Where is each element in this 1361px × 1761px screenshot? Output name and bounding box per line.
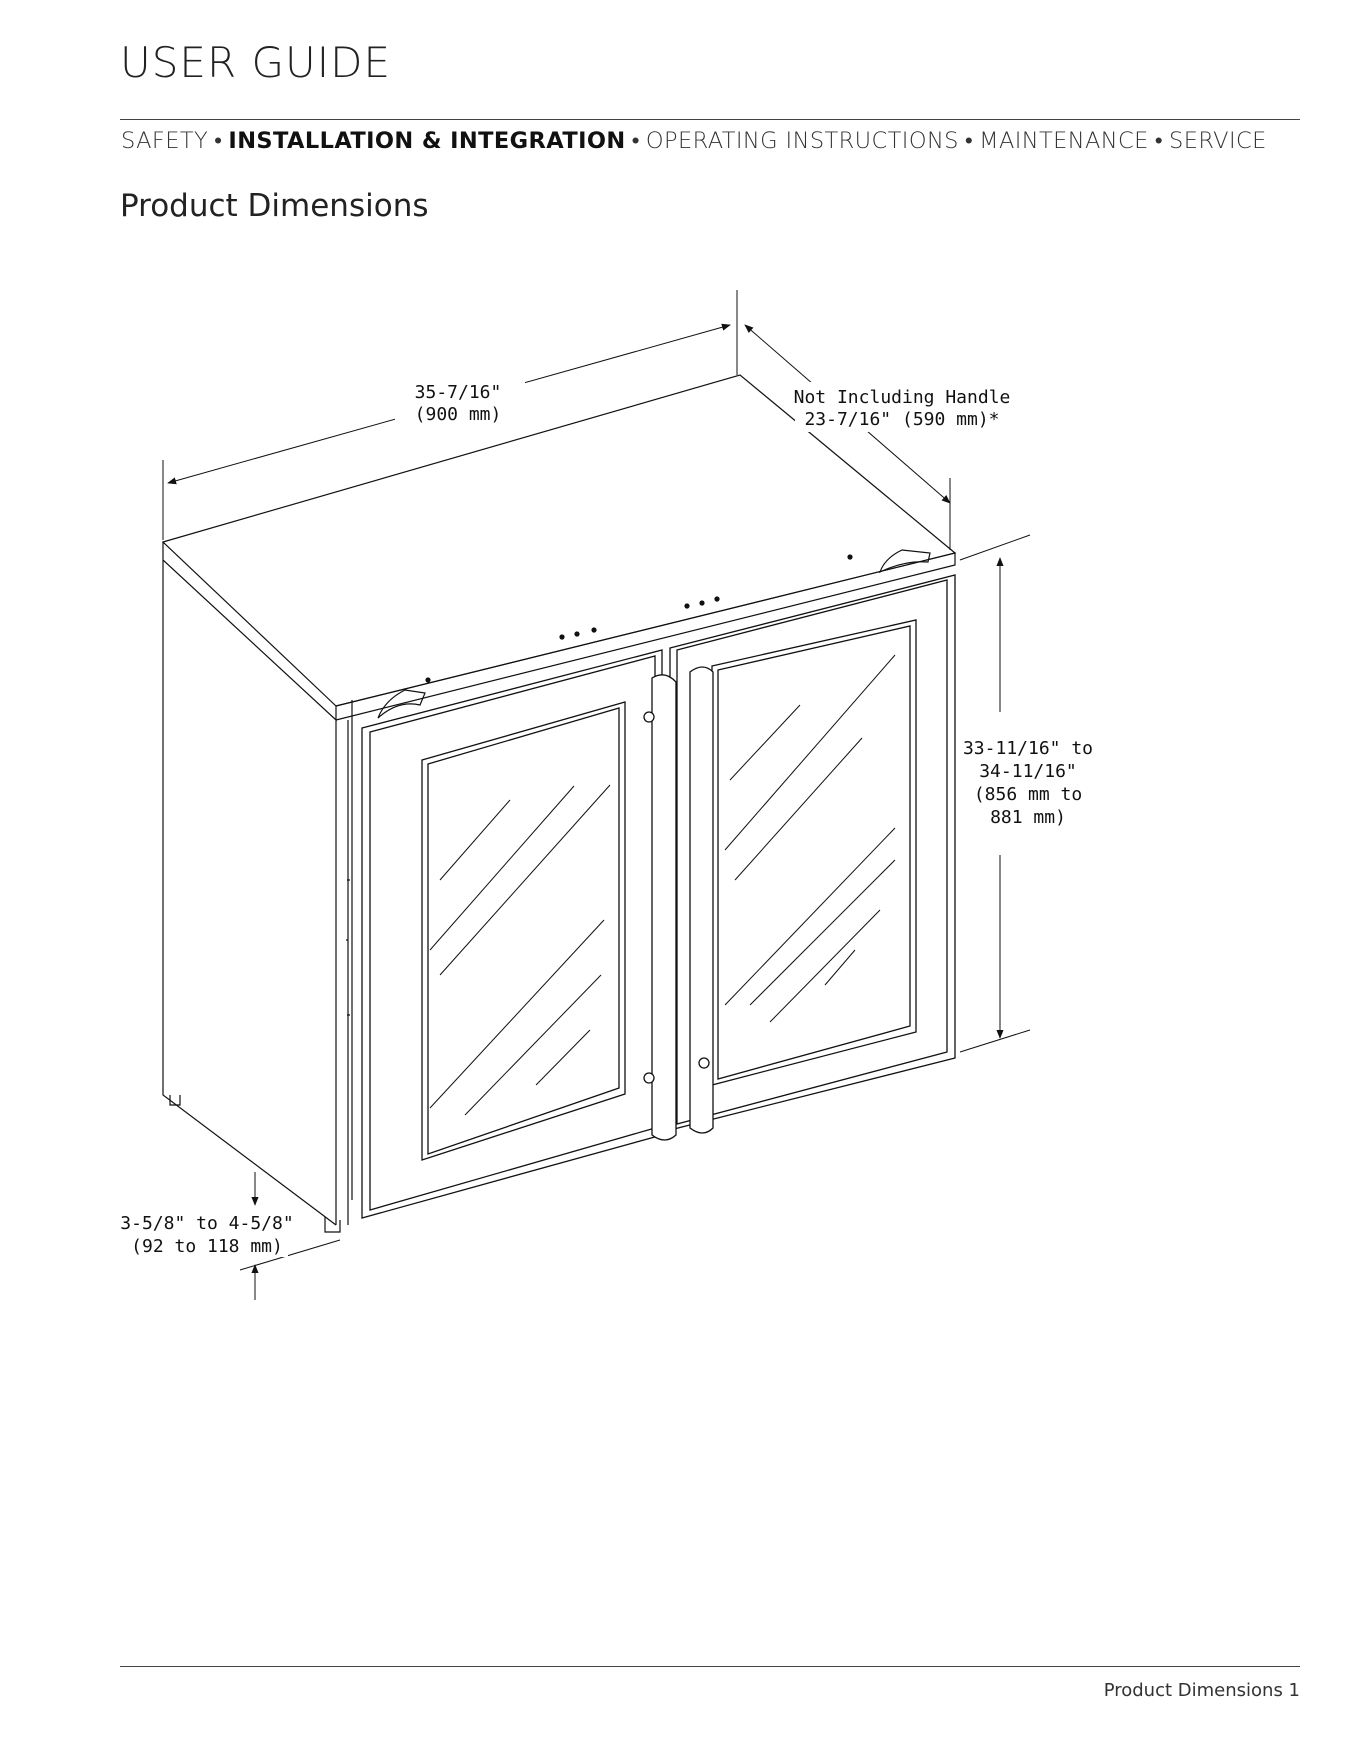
depth-dimension: 23-7/16" (590 mm)* [804,409,1000,430]
width-dimension: 35-7/16" [414,382,502,403]
nav-item-service: SERVICE [1169,128,1267,154]
height-dimension-line1: 33-11/16" to [962,738,1094,759]
height-dimension-line4: 881 mm) [990,807,1066,828]
nav-separator: • [631,128,640,154]
width-dimension-mm: (900 mm) [414,404,502,425]
toekick-dimension-line1: 3-5/8" to 4-5/8" [120,1213,294,1234]
height-dimension-line2: 34-11/16" [979,761,1077,782]
nav-item-safety: SAFETY [121,128,209,154]
height-dimension-line3: (856 mm to [973,784,1083,805]
nav-item-installation: INSTALLATION & INTEGRATION [228,128,626,154]
nav-item-maintenance: MAINTENANCE [979,128,1149,154]
nav-separator: • [964,128,974,154]
toekick-dimension-line2: (92 to 118 mm) [131,1236,283,1257]
nav-separator: • [214,128,223,154]
section-title: Product Dimensions [120,188,429,224]
depth-note: Not Including Handle [793,387,1011,408]
nav-item-operating: OPERATING INSTRUCTIONS [645,128,959,154]
footer-divider [120,1666,1300,1667]
page-footer: Product Dimensions 1 [1103,1680,1300,1701]
nav-separator: • [1154,128,1164,154]
document-title: USER GUIDE [120,38,392,87]
